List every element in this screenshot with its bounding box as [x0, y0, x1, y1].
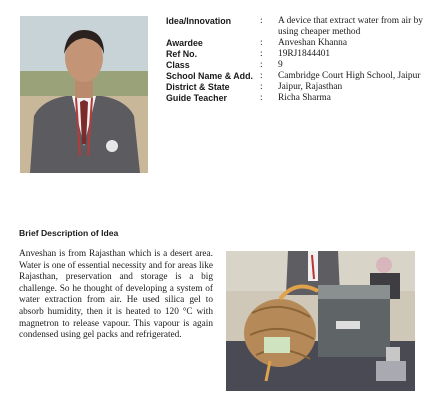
info-label: Awardee: [166, 37, 203, 48]
info-value: Cambridge Court High School, Jaipur: [278, 70, 421, 81]
info-row-idea: [166, 16, 434, 37]
info-colon: :: [260, 93, 263, 104]
info-colon: :: [260, 59, 263, 70]
info-value: Richa Sharma: [278, 93, 331, 104]
info-value: Jaipur, Rajasthan: [278, 82, 343, 93]
info-row-ref-no: [166, 49, 434, 60]
info-colon: :: [260, 70, 263, 81]
info-label: Class: [166, 59, 190, 70]
info-value: 19RJ1844401: [278, 48, 331, 59]
info-colon: :: [260, 82, 263, 93]
awardee-info-table: [166, 16, 434, 104]
info-colon: :: [260, 48, 263, 59]
info-label: Guide Teacher: [166, 93, 227, 104]
info-colon: :: [260, 37, 263, 48]
info-colon: :: [260, 16, 263, 26]
project-device-photo: [226, 251, 415, 391]
info-label: Ref No.: [166, 48, 198, 59]
info-row-guide-teacher: [166, 93, 434, 104]
brief-description-text: Anveshan is from Rajasthan which is a desert area. Water is one of essential necessity and for areas like Rajasthan, preservation and storage is a big challenge. So he thought of developing a system of water extraction from air. He used silica gel to absorb humidity, then it is heated to 120 °C with magnetron to release vapour. This vapour is again condensed using gel packs and refrigerated.: [19, 249, 213, 341]
info-row-awardee: [166, 38, 434, 49]
info-value: 9: [278, 59, 283, 70]
brief-description-heading: Brief Description of Idea: [19, 228, 119, 238]
info-row-school: [166, 71, 434, 82]
info-row-district: [166, 82, 434, 93]
info-label: District & State: [166, 82, 230, 93]
info-value: A device that extract water from air by using cheaper method: [278, 16, 423, 37]
info-value: Anveshan Khanna: [278, 37, 347, 48]
awardee-portrait-photo: [20, 16, 148, 173]
info-label: Idea/Innovation: [166, 16, 232, 26]
info-label: School Name & Add.: [166, 70, 253, 81]
info-row-class: [166, 60, 434, 71]
